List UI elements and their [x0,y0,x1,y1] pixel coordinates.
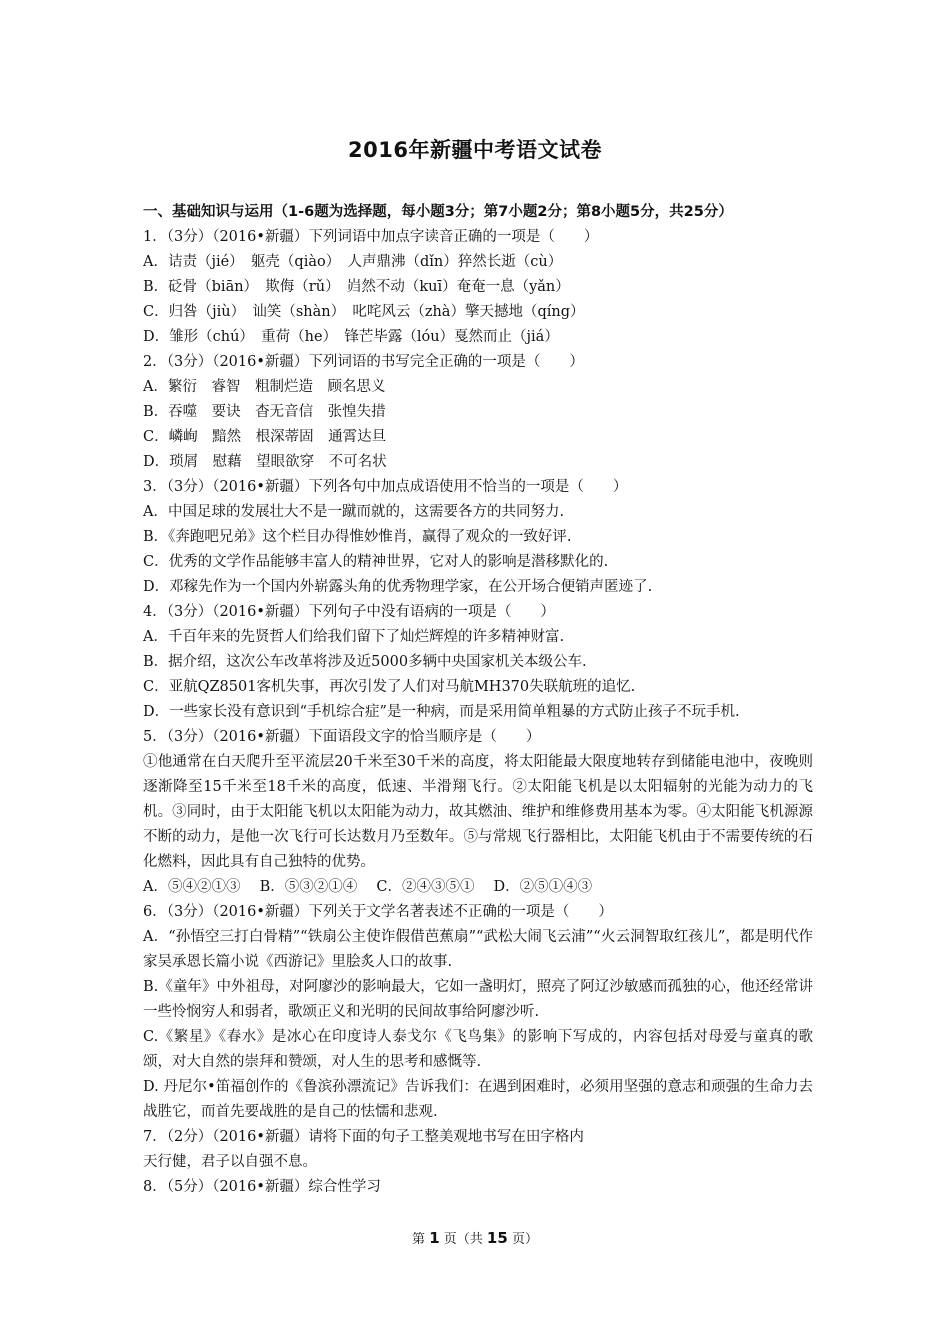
footer-suffix: 页） [511,1232,538,1247]
question-7-body: 天行健，君子以自强不息。 [143,1154,317,1170]
question-5-options: A．⑤④②①③ B．⑤③②①④ C．②④③⑤① D．②⑤①④③ [143,879,593,895]
question-1-stem: 1．（3分）（2016•新疆）下列词语中加点字读音正确的一项是（ ） [143,229,599,245]
footer-prefix: 第 [412,1232,426,1247]
question-2-option-d: D．琐屑 慰藉 望眼欲穿 不可名状 [143,454,387,470]
question-3-option-b: B．《奔跑吧兄弟》这个栏目办得惟妙惟肖，赢得了观众的一致好评. [143,529,572,545]
footer-current-page: 1 [429,1229,440,1247]
question-2-stem: 2．（3分）（2016•新疆）下列词语的书写完全正确的一项是（ ） [143,354,584,370]
question-4-option-d: D．一些家长没有意识到“手机综合症”是一种病，而是采用简单粗暴的方式防止孩子不玩手机. [143,704,740,720]
section-heading: 一、基础知识与运用（1-6题为选择题，每小题3分；第7小题2分；第8小题5分，共25分） [143,204,733,220]
question-7-stem: 7．（2分）（2016•新疆）请将下面的句子工整美观地书写在田字格内 [143,1129,584,1145]
question-1-option-a: A．诘责（jié） 躯壳（qiào） 人声鼎沸（dǐn）猝然长逝（cù） [143,254,563,270]
question-2-option-a: A．繁衍 睿智 粗制烂造 顾名思义 [143,379,386,395]
question-3-option-c: C．优秀的文学作品能够丰富人的精神世界，它对人的影响是潜移默化的. [143,554,609,570]
question-5-stem: 5．（3分）（2016•新疆）下面语段文字的恰当顺序是（ ） [143,729,541,745]
page-footer [0,1228,950,1247]
question-8-stem: 8．（5分）（2016•新疆）综合性学习 [143,1179,381,1195]
question-1-option-c: C．归咎（jiù） 讪笑（shàn） 叱咤风云（zhà）擎天撼地（qíng） [143,304,585,320]
page-title: 2016年新疆中考语文试卷 [348,138,602,162]
question-3-option-a: A．中国足球的发展壮大不是一蹴而就的，这需要各方的共同努力. [143,504,565,520]
question-2-option-b: B．吞噬 要诀 杳无音信 张惶失措 [143,404,386,420]
question-3-stem: 3．（3分）（2016•新疆）下列各句中加点成语使用不恰当的一项是（ ） [143,479,628,495]
question-1-option-b: B．砭骨（biān） 欺侮（rǔ） 岿然不动（kuī）奄奄一息（yǎn） [143,279,570,295]
exam-content [143,200,813,1200]
question-4-option-c: C．亚航QZ8501客机失事，再次引发了人们对马航MH370失联航班的追忆. [143,679,636,695]
footer-total-pages: 15 [486,1229,508,1247]
question-6-option-d: D. 丹尼尔•笛福创作的《鲁滨孙漂流记》告诉我们：在遇到困难时，必须用坚强的意志和顽强的生命力去战胜它，而首先要战胜的是自己的怯懦和悲观. [143,1079,813,1120]
question-6-option-b: B.《童年》中外祖母，对阿廖沙的影响最大，它如一盏明灯，照亮了阿辽沙敏感而孤独的心，他还经常讲一些怜悯穷人和弱者，歌颂正义和光明的民间故事给阿廖沙听. [143,979,813,1020]
question-4-option-a: A．千百年来的先贤哲人们给我们留下了灿烂辉煌的许多精神财富. [143,629,565,645]
question-2-option-c: C．嶙峋 黯然 根深蒂固 通霄达旦 [143,429,387,445]
question-5-passage: ①他通常在白天爬升至平流层20千米至30千米的高度，将太阳能最大限度地转存到储能电池中，夜晚则逐渐降至15千米至18千米的高度，低速、半滑翔飞行。②太阳能飞机是以太阳辐射的光能为动力的飞机。③同时，由于太阳能飞机以太阳能为动力，故其燃油、维护和维修费用基本为零。④太阳能飞机源源不断的动力，是他一次飞行可长达数月乃至数年。⑤与常规飞行器相比，太阳能飞机由于不需要传统的石化燃料，因此具有自己独特的优势。 [143,754,813,870]
question-4-stem: 4．（3分）（2016•新疆）下列句子中没有语病的一项是（ ） [143,604,555,620]
question-6-stem: 6．（3分）（2016•新疆）下列关于文学名著表述不正确的一项是（ ） [143,904,613,920]
question-1-option-d: D．雏形（chú） 重荷（he） 锋芒毕露（lóu）戛然而止（jiá） [143,329,559,345]
question-6-option-c: C.《繁星》《春水》是冰心在印度诗人泰戈尔《飞鸟集》的影响下写成的，内容包括对母爱与童真的歌颂，对大自然的崇拜和赞颂，对人生的思考和感慨等. [143,1029,813,1070]
question-4-option-b: B．据介绍，这次公车改革将涉及近5000多辆中央国家机关本级公车. [143,654,587,670]
footer-middle: 页（共 [443,1232,483,1247]
question-3-option-d: D．邓稼先作为一个国内外崭露头角的优秀物理学家，在公开场合便销声匿迹了. [143,579,653,595]
question-6-option-a: A．“孙悟空三打白骨精”“铁扇公主使诈假借芭蕉扇”“武松大闹飞云浦”“火云洞智取红孩儿”，都是明代作家吴承恩长篇小说《西游记》里脍炙人口的故事. [143,929,813,970]
